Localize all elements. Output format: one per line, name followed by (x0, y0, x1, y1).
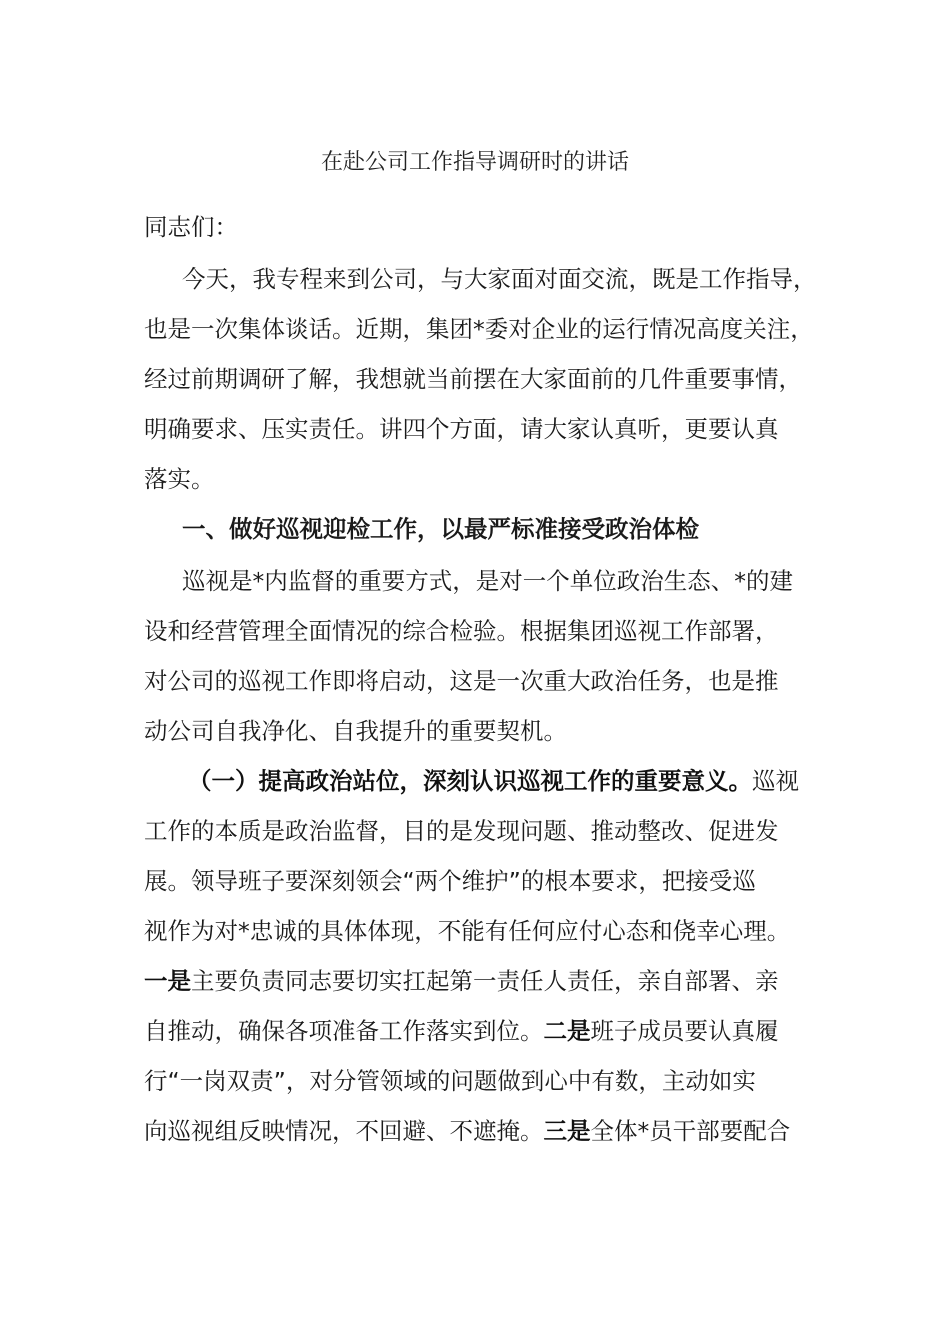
intro-line-5: 落实。 (144, 465, 215, 493)
intro-line-2: 也是一次集体谈话。近期，集团*委对企业的运行情况高度关注， (144, 315, 814, 343)
subsection-heading-1: （一）提高政治站位，深刻认识巡视工作的重要意义。 (188, 767, 752, 795)
point-1-label: 一是 (144, 967, 191, 995)
point-3-label: 三是 (543, 1117, 591, 1145)
point-2-text: 班子成员要认真履 (590, 1017, 779, 1045)
intro-line-1: 今天，我专程来到公司，与大家面对面交流，既是工作指导， (182, 265, 817, 293)
point-1-2-line (144, 1014, 824, 1048)
point-3-text: 全体*员干部要配合 (590, 1117, 791, 1145)
intro-line-4: 明确要求、压实责任。讲四个方面，请大家认真听，更要认真 (144, 415, 779, 443)
subsection-1-line-4: 视作为对*忠诚的具体体现，不能有任何应付心态和侥幸心理。 (144, 917, 791, 945)
subsection-1-first-line (188, 764, 822, 798)
intro-line-3: 经过前期调研了解，我想就当前摆在大家面前的几件重要事情， (144, 365, 802, 393)
section1-line-2: 设和经营管理全面情况的综合检验。根据集团巡视工作部署， (144, 617, 779, 645)
point-2-label: 二是 (543, 1017, 591, 1045)
document-title: 在赴公司工作指导调研时的讲话 (320, 150, 629, 175)
point-2-3-line (144, 1114, 824, 1148)
subsection-1-line-3: 展。领导班子要深刻领会“两个维护”的根本要求，把接受巡 (144, 867, 756, 895)
point-1-text: 主要负责同志要切实扛起第一责任人责任，亲自部署、亲 (191, 967, 779, 995)
subsection-1-line-2: 工作的本质是政治监督，目的是发现问题、推动整改、促进发 (144, 817, 779, 845)
subsection-1-lead-tail: 巡视 (752, 767, 799, 795)
salutation: 同志们： (144, 213, 238, 241)
point-2-cont-line-1: 行“一岗双责”，对分管领域的问题做到心中有数，主动如实 (144, 1067, 756, 1095)
section-heading-1: 一、做好巡视迎检工作，以最严标准接受政治体检 (182, 515, 699, 543)
section1-line-4: 动公司自我净化、自我提升的重要契机。 (144, 717, 567, 745)
point-1-line (144, 964, 824, 998)
section1-line-1: 巡视是*内监督的重要方式，是对一个单位政治生态、*的建 (182, 567, 793, 595)
point-1-cont: 自推动，确保各项准备工作落实到位。 (144, 1017, 544, 1045)
point-2-cont-2: 向巡视组反映情况，不回避、不遮掩。 (144, 1117, 544, 1145)
section1-line-3: 对公司的巡视工作即将启动，这是一次重大政治任务，也是推 (144, 667, 779, 695)
